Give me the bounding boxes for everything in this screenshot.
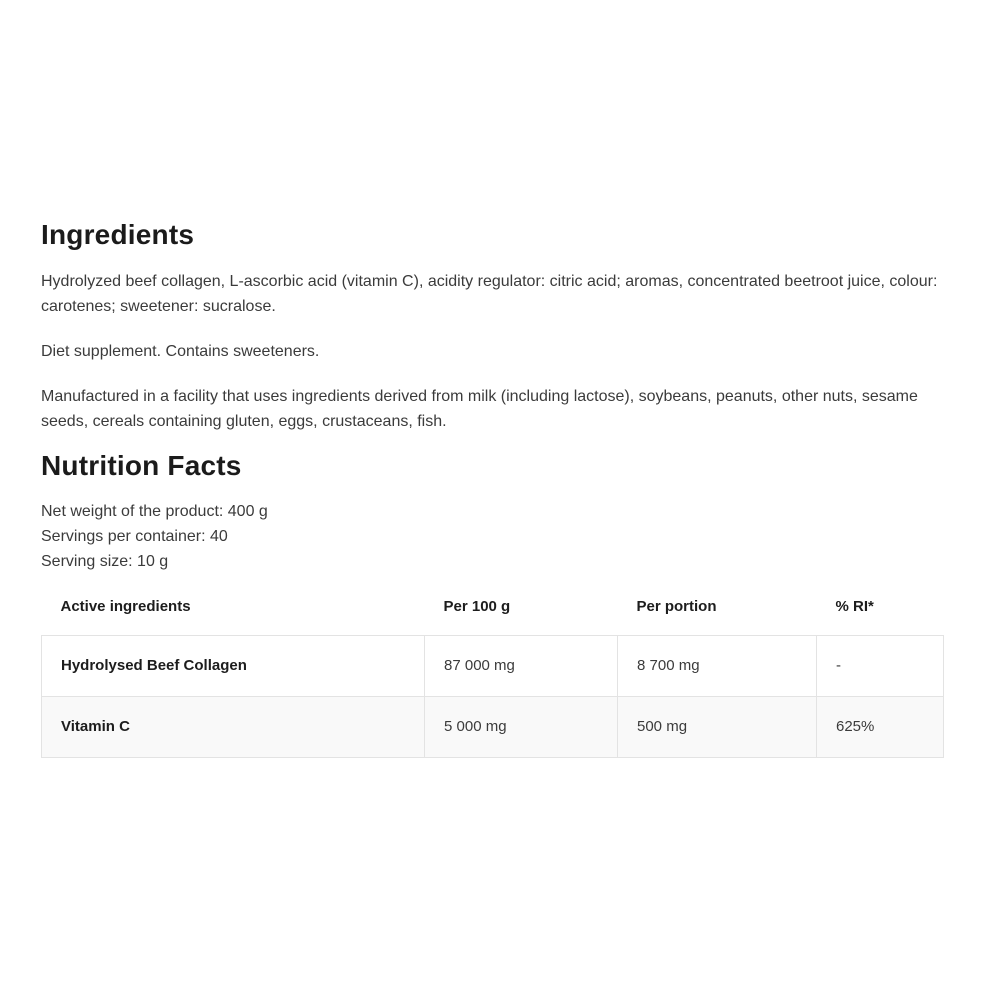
header-ri-percent: % RI* xyxy=(835,597,874,615)
nutrition-table xyxy=(41,588,944,758)
per-portion-cell: 500 mg xyxy=(618,696,817,757)
servings-per-container-line: Servings per container: 40 xyxy=(41,528,228,545)
ingredients-heading: Ingredients xyxy=(41,219,195,250)
serving-info xyxy=(41,499,943,574)
serving-size-line: Serving size: 10 g xyxy=(41,553,169,570)
nutrition-facts-section xyxy=(41,449,943,758)
nutrition-table-header-row xyxy=(42,588,944,635)
diet-supplement-note: Diet supplement. Contains sweeteners. xyxy=(41,343,320,360)
allergen-facility-note: Manufactured in a facility that uses ingredients derived from milk (including lactose), soybeans, peanuts, other nuts, sesame seeds, cereals containing gluten, eggs, crustaceans, fish. xyxy=(41,388,918,430)
header-per-100g: Per 100 g xyxy=(443,597,511,615)
header-active-ingredients: Active ingredients xyxy=(60,597,191,615)
net-weight-line: Net weight of the product: 400 g xyxy=(41,503,268,520)
ingredients-composition-text: Hydrolyzed beef collagen, L-ascorbic acid (vitamin C), acidity regulator: citric acid; aromas, concentrated beetroot juice, colour: carotenes; sweetener: sucralose. xyxy=(41,273,938,315)
per-100g-cell: 87 000 mg xyxy=(425,635,618,696)
table-row xyxy=(42,696,944,757)
ri-cell: 625% xyxy=(817,696,944,757)
nutrition-facts-heading: Nutrition Facts xyxy=(41,450,242,481)
table-row xyxy=(42,635,944,696)
per-portion-cell: 8 700 mg xyxy=(618,635,817,696)
header-per-portion: Per portion xyxy=(636,597,717,615)
ingredient-name-cell: Hydrolysed Beef Collagen xyxy=(42,635,425,696)
ingredients-section xyxy=(41,218,943,434)
per-100g-cell: 5 000 mg xyxy=(425,696,618,757)
ingredient-name-cell: Vitamin C xyxy=(42,696,425,757)
ri-cell: - xyxy=(817,635,944,696)
